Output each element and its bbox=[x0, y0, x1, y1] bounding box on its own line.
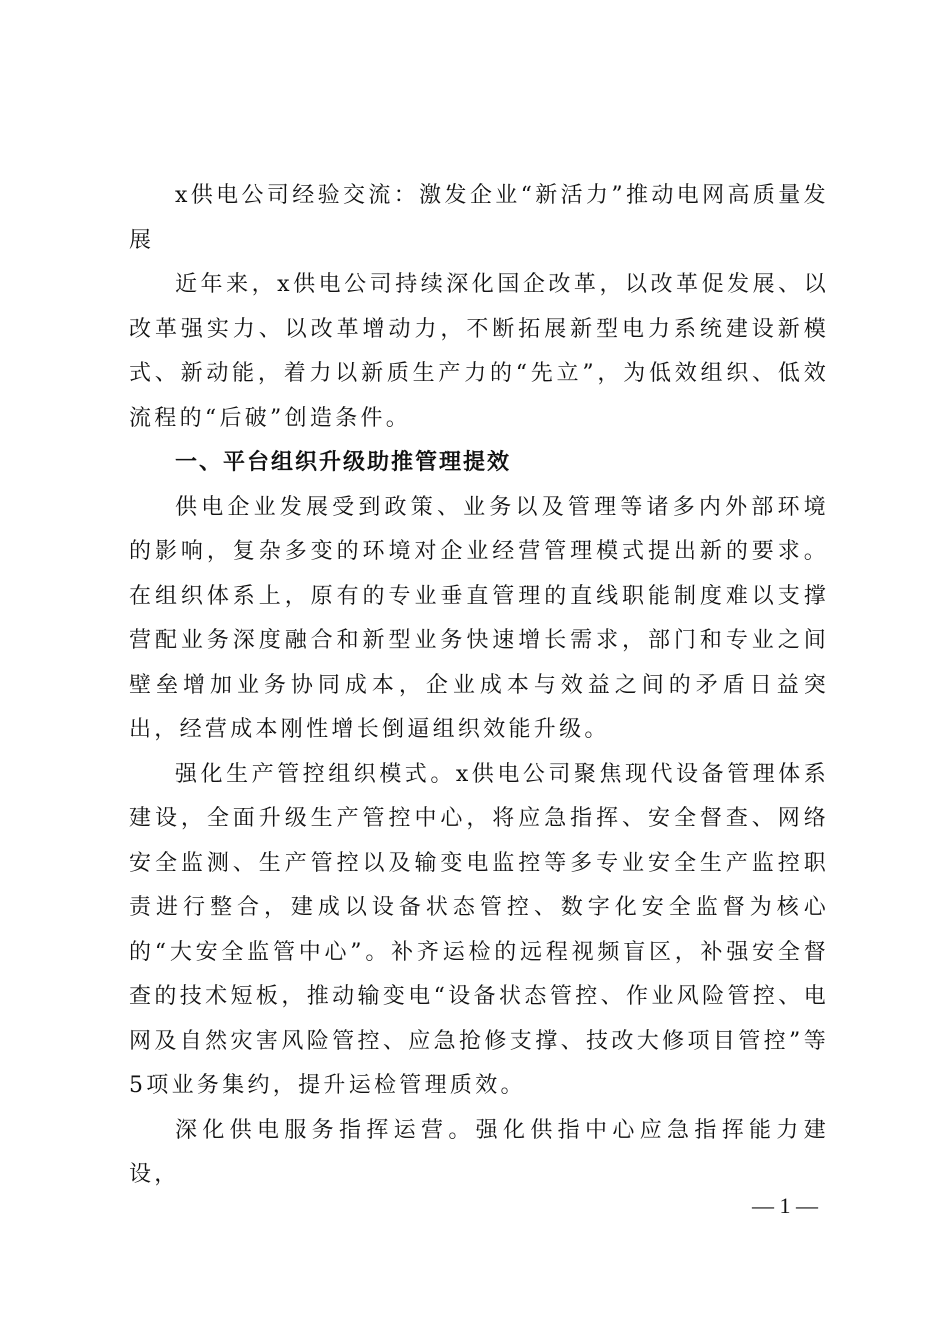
document-body bbox=[129, 174, 829, 1198]
document-title: x供电公司经验交流：激发企业“新活力”推动电网高质量发展 bbox=[129, 183, 829, 253]
intro-paragraph: 近年来，x供电公司持续深化国企改革，以改革促发展、以改革强实力、以改革增动力，不断拓展新型电力系统建设新模式、新动能，着力以新质生产力的“先立”，为低效组织、低效流程的“后破”创造条件。 bbox=[129, 272, 829, 431]
body-paragraph: 供电企业发展受到政策、业务以及管理等诸多内外部环境的影响，复杂多变的环境对企业经营管理模式提出新的要求。在组织体系上，原有的专业垂直管理的直线职能制度难以支撑营配业务深度融合和新型业务快速增长需求，部门和专业之间壁垒增加业务协同成本，企业成本与效益之间的矛盾日益突出，经营成本刚性增长倒逼组织效能升级。 bbox=[129, 494, 829, 742]
body-paragraph: 深化供电服务指挥运营。强化供指中心应急指挥能力建设， bbox=[129, 1117, 829, 1187]
page-number: — 1 — bbox=[752, 1193, 818, 1218]
body-paragraph: 强化生产管控组织模式。x供电公司聚焦现代设备管理体系建设，全面升级生产管控中心，将应急指挥、安全督查、网络安全监测、生产管控以及输变电监控等多专业安全生产监控职责进行整合，建成以设备状态管控、数字化安全监督为核心的“大安全监管中心”。补齐运检的远程视频盲区，补强安全督查的技术短板，推动输变电“设备状态管控、作业风险管控、电网及自然灾害风险管控、应急抢修支撑、技改大修项目管控”等5项业务集约，提升运检管理质效。 bbox=[129, 761, 829, 1098]
section-heading: 一、平台组织升级助推管理提效 bbox=[175, 450, 512, 475]
